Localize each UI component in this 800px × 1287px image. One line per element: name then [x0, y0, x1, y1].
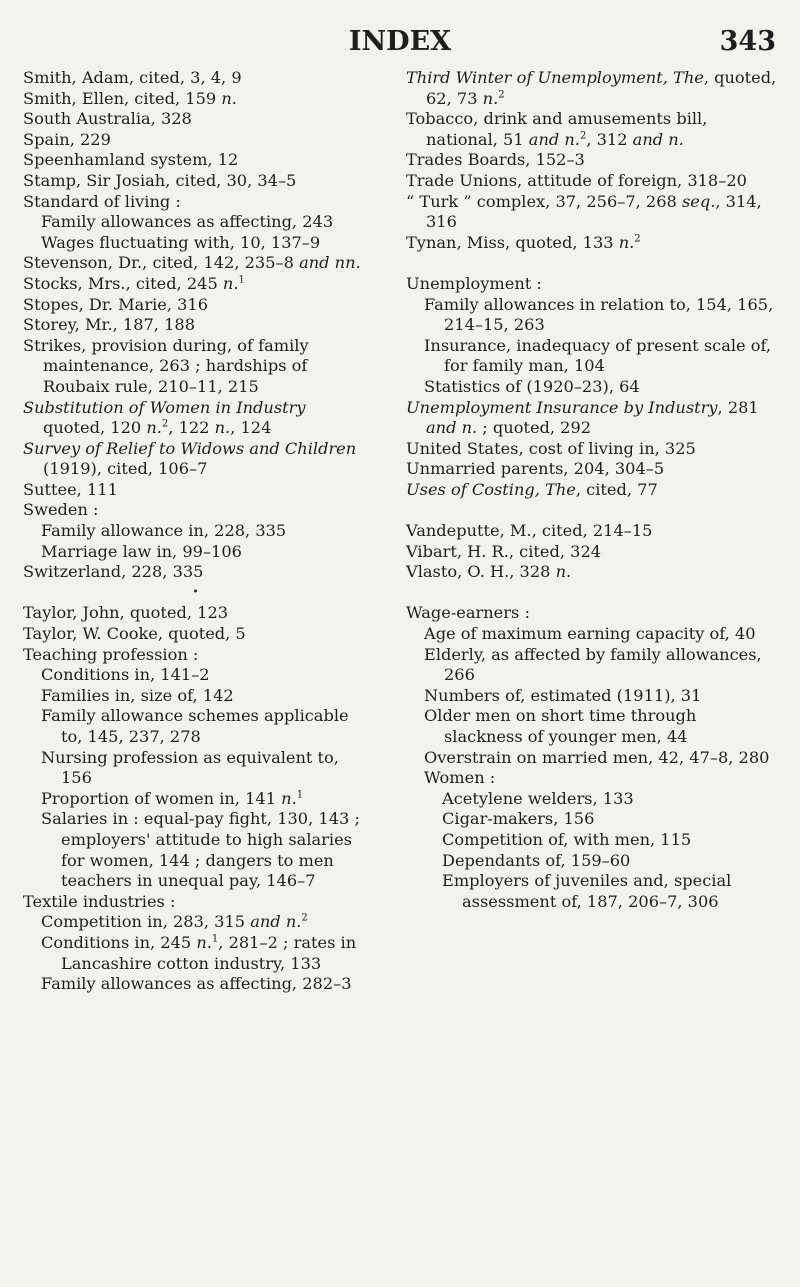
index-subentry: Dependants of, 159–60 [442, 850, 631, 870]
index-entry: Trade Unions, attitude of foreign, 318–20 [406, 170, 747, 190]
index-entry: Switzerland, 228, 335 [23, 562, 204, 582]
index-entry: Tobacco, drink and amusements bill, national, 51 and n.$^2$, 312 and n. [406, 109, 708, 149]
index-entry: Stopes, Dr. Marie, 316 [23, 294, 209, 314]
index-subentry: Family allowances as affecting, 282–3 [41, 974, 352, 994]
index-subentry: Employers of juveniles and, special assessment of, 187, 206–7, 306 [442, 871, 732, 911]
index-entry: Taylor, W. Cooke, quoted, 5 [23, 624, 246, 644]
index-entry: Teaching profession : [23, 644, 199, 664]
index-subentry: Competition in, 283, 315 and n.$^2$ [41, 912, 308, 932]
index-subentry: Marriage law in, 99–106 [41, 541, 242, 561]
index-entry: Taylor, John, quoted, 123 [23, 603, 229, 623]
index-subentry: Acetylene welders, 133 [442, 788, 634, 808]
section-separator-mark: • [192, 586, 199, 598]
index-entry: Sweden : [23, 500, 99, 520]
index-entry: “ Turk ” complex, 37, 256–7, 268 seq., 314, 316 [406, 191, 762, 232]
index-entry: South Australia, 328 [23, 109, 192, 129]
index-entry: Unemployment : [406, 273, 542, 293]
index-entry: Smith, Adam, cited, 3, 4, 9 [23, 68, 242, 87]
section-gap [406, 253, 778, 274]
page-title: INDEX [348, 26, 452, 57]
index-entry: United States, cost of living in, 325 [406, 438, 696, 458]
index-subentry: Older men on short time through slackness of younger men, 44 [424, 706, 697, 746]
index-subentry: Conditions in, 245 n.$^1$, 281–2 ; rates in Lancashire cotton industry, 133 [41, 932, 357, 973]
index-column-right [406, 68, 778, 912]
index-subentry: Conditions in, 141–2 [41, 665, 210, 685]
index-subentry: Salaries in : equal-pay fight, 130, 143 ; employers' attitude to high salaries for women, 144 ; dangers to men teachers in unequal pay, 146–7 [41, 809, 360, 891]
index-entry: Spain, 229 [23, 129, 111, 149]
index-subentry: Cigar-makers, 156 [442, 809, 595, 829]
index-subentry: Age of maximum earning capacity of, 40 [424, 624, 756, 644]
index-subentry: Family allowances as affecting, 243 [41, 212, 334, 232]
index-subentry: Wages fluctuating with, 10, 137–9 [41, 232, 321, 252]
index-entry: Third Winter of Unemployment, The, quoted, 62, 73 n.$^2$ [406, 68, 777, 108]
index-subentry: Families in, size of, 142 [41, 685, 234, 705]
index-subentry: Competition of, with men, 115 [442, 829, 692, 849]
index-subentry: Statistics of (1920–23), 64 [424, 376, 640, 396]
index-column-left [23, 68, 368, 995]
index-entry: Stocks, Mrs., cited, 245 n.$^1$ [23, 273, 245, 293]
index-entry: Speenhamland system, 12 [23, 150, 239, 170]
index-subentry: Family allowance schemes applicable to, 145, 237, 278 [41, 706, 349, 746]
index-subentry: Family allowances in relation to, 154, 165, 214–15, 263 [424, 294, 774, 335]
page-header [24, 26, 776, 66]
index-entry: Unmarried parents, 204, 304–5 [406, 459, 665, 479]
index-entry: Stevenson, Dr., cited, 142, 235–8 and nn. [23, 253, 361, 273]
index-subentry: Overstrain on married men, 42, 47–8, 280 [424, 747, 770, 767]
index-entry: Wage-earners : [406, 603, 530, 623]
index-entry: Unemployment Insurance by Industry, 281 and n. ; quoted, 292 [406, 397, 759, 438]
index-entry: Smith, Ellen, cited, 159 n. [23, 88, 237, 108]
index-entry: Uses of Costing, The, cited, 77 [406, 479, 658, 499]
index-entry: Substitution of Women in Industry quoted, 120 n.$^2$, 122 n., 124 [23, 397, 306, 438]
index-subentry: Women : [424, 768, 496, 788]
page-number: 343 [719, 26, 776, 57]
index-entry: Vandeputte, M., cited, 214–15 [406, 521, 653, 541]
index-entry: Strikes, provision during, of family maintenance, 263 ; hardships of Roubaix rule, 210–11, 215 [23, 335, 309, 396]
index-entry: Survey of Relief to Widows and Children (1919), cited, 106–7 [23, 438, 357, 479]
index-entry: Tynan, Miss, quoted, 133 n.$^2$ [406, 232, 641, 252]
index-entry: Textile industries : [23, 891, 176, 911]
index-subentry: Nursing profession as equivalent to, 156 [41, 747, 339, 788]
index-entry: Trades Boards, 152–3 [406, 150, 585, 170]
index-entry: Standard of living : [23, 191, 181, 211]
index-entry: Vlasto, O. H., 328 n. [406, 562, 572, 582]
index-subentry: Proportion of women in, 141 n.$^1$ [41, 788, 304, 808]
index-subentry: Elderly, as affected by family allowances, 266 [424, 644, 762, 685]
index-entry: Stamp, Sir Josiah, cited, 30, 34–5 [23, 170, 297, 190]
index-entry: Vibart, H. R., cited, 324 [406, 541, 602, 561]
index-subentry: Family allowance in, 228, 335 [41, 521, 287, 541]
section-gap [406, 583, 778, 604]
index-subentry: Insurance, inadequacy of present scale of, for family man, 104 [424, 335, 772, 376]
index-entry: Storey, Mr., 187, 188 [23, 315, 195, 335]
index-entry: Suttee, 111 [23, 479, 118, 499]
index-subentry: Numbers of, estimated (1911), 31 [424, 685, 702, 705]
section-gap [406, 500, 778, 521]
